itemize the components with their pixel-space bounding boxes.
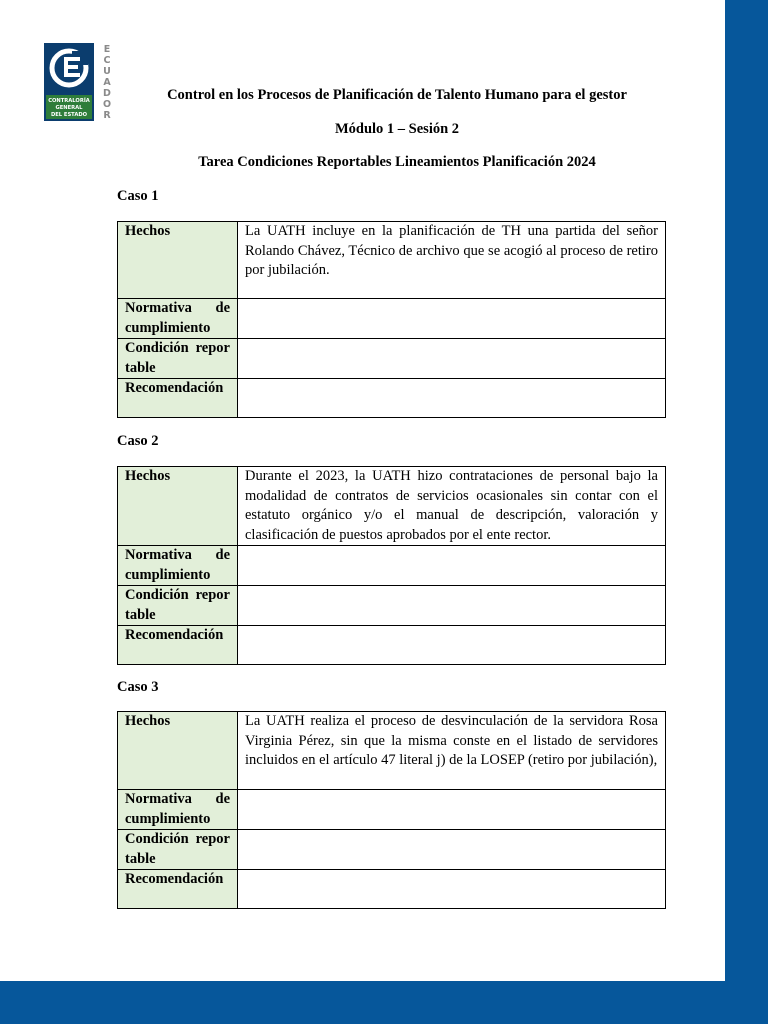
logo-letter: R [103, 110, 111, 121]
normativa-label: Normativa de cumplimiento [118, 790, 238, 830]
hechos-value: Durante el 2023, la UATH hizo contrataciones de personal bajo la modalidad de contratos de servicios ocasionales sin contar con el estatuto orgánico y/o el manual de descripción, valoración y clasificación de puestos aprobados por el ente rector. [238, 467, 666, 546]
right-accent-bar [725, 0, 768, 1024]
condicion-row [118, 586, 666, 626]
recomendacion-value[interactable] [238, 626, 666, 665]
caso-2-table [117, 466, 666, 665]
logo-letter: C [103, 55, 111, 66]
hechos-value: La UATH incluye en la planificación de TH una partida del señor Rolando Chávez, Técnico de archivo que se acogió al proceso de retiro por jubilación. [238, 222, 666, 299]
normativa-value[interactable] [238, 299, 666, 339]
logo-letter: U [103, 66, 111, 77]
condicion-value[interactable] [238, 830, 666, 870]
bottom-accent-bar [0, 981, 768, 1024]
recomendacion-row [118, 626, 666, 665]
normativa-row [118, 546, 666, 586]
normativa-value[interactable] [238, 546, 666, 586]
condicion-row [118, 339, 666, 379]
recomendacion-label: Recomendación [118, 379, 238, 418]
caso-3-table [117, 711, 666, 909]
document-title: Control en los Procesos de Planificación de Talento Humano para el gestor [167, 87, 627, 103]
hechos-label: Hechos [118, 222, 238, 299]
normativa-row [118, 790, 666, 830]
condicion-value[interactable] [238, 586, 666, 626]
condicion-label: Condición reportable [118, 586, 238, 626]
hechos-label: Hechos [118, 712, 238, 790]
hechos-label: Hechos [118, 467, 238, 546]
logo-letter: A [103, 77, 111, 88]
recomendacion-row [118, 379, 666, 418]
caso-1-heading: Caso 1 [117, 188, 159, 204]
normativa-row [118, 299, 666, 339]
normativa-value[interactable] [238, 790, 666, 830]
hechos-value: La UATH realiza el proceso de desvinculación de la servidora Rosa Virginia Pérez, sin que la misma conste en el listado de servidores incluidos en el artículo 47 literal j) de la LOSEP (retiro por jubilación), [238, 712, 666, 790]
caso-1-table [117, 221, 666, 418]
recomendacion-row [118, 870, 666, 909]
hechos-row [118, 467, 666, 546]
svg-text:GENERAL: GENERAL [55, 105, 83, 111]
svg-text:CONTRALORÍA: CONTRALORÍA [48, 98, 90, 104]
task-title: Tarea Condiciones Reportables Lineamientos Planificación 2024 [198, 154, 596, 170]
condicion-row [118, 830, 666, 870]
hechos-row [118, 712, 666, 790]
condicion-label: Condición reportable [118, 339, 238, 379]
svg-text:DEL ESTADO: DEL ESTADO [50, 112, 88, 118]
recomendacion-value[interactable] [238, 379, 666, 418]
caso-3-heading: Caso 3 [117, 679, 159, 695]
logo-letter: D [103, 88, 111, 99]
caso-2-heading: Caso 2 [117, 433, 159, 449]
module-session: Módulo 1 – Sesión 2 [334, 121, 460, 137]
normativa-label: Normativa de cumplimiento [118, 546, 238, 586]
logo-letter: O [102, 99, 112, 110]
condicion-value[interactable] [238, 339, 666, 379]
contraloria-logo-icon [44, 43, 116, 123]
hechos-row [118, 222, 666, 299]
logo-letter: E [103, 44, 111, 55]
condicion-label: Condición reportable [118, 830, 238, 870]
recomendacion-label: Recomendación [118, 626, 238, 665]
recomendacion-value[interactable] [238, 870, 666, 909]
normativa-label: Normativa de cumplimiento [118, 299, 238, 339]
recomendacion-label: Recomendación [118, 870, 238, 909]
